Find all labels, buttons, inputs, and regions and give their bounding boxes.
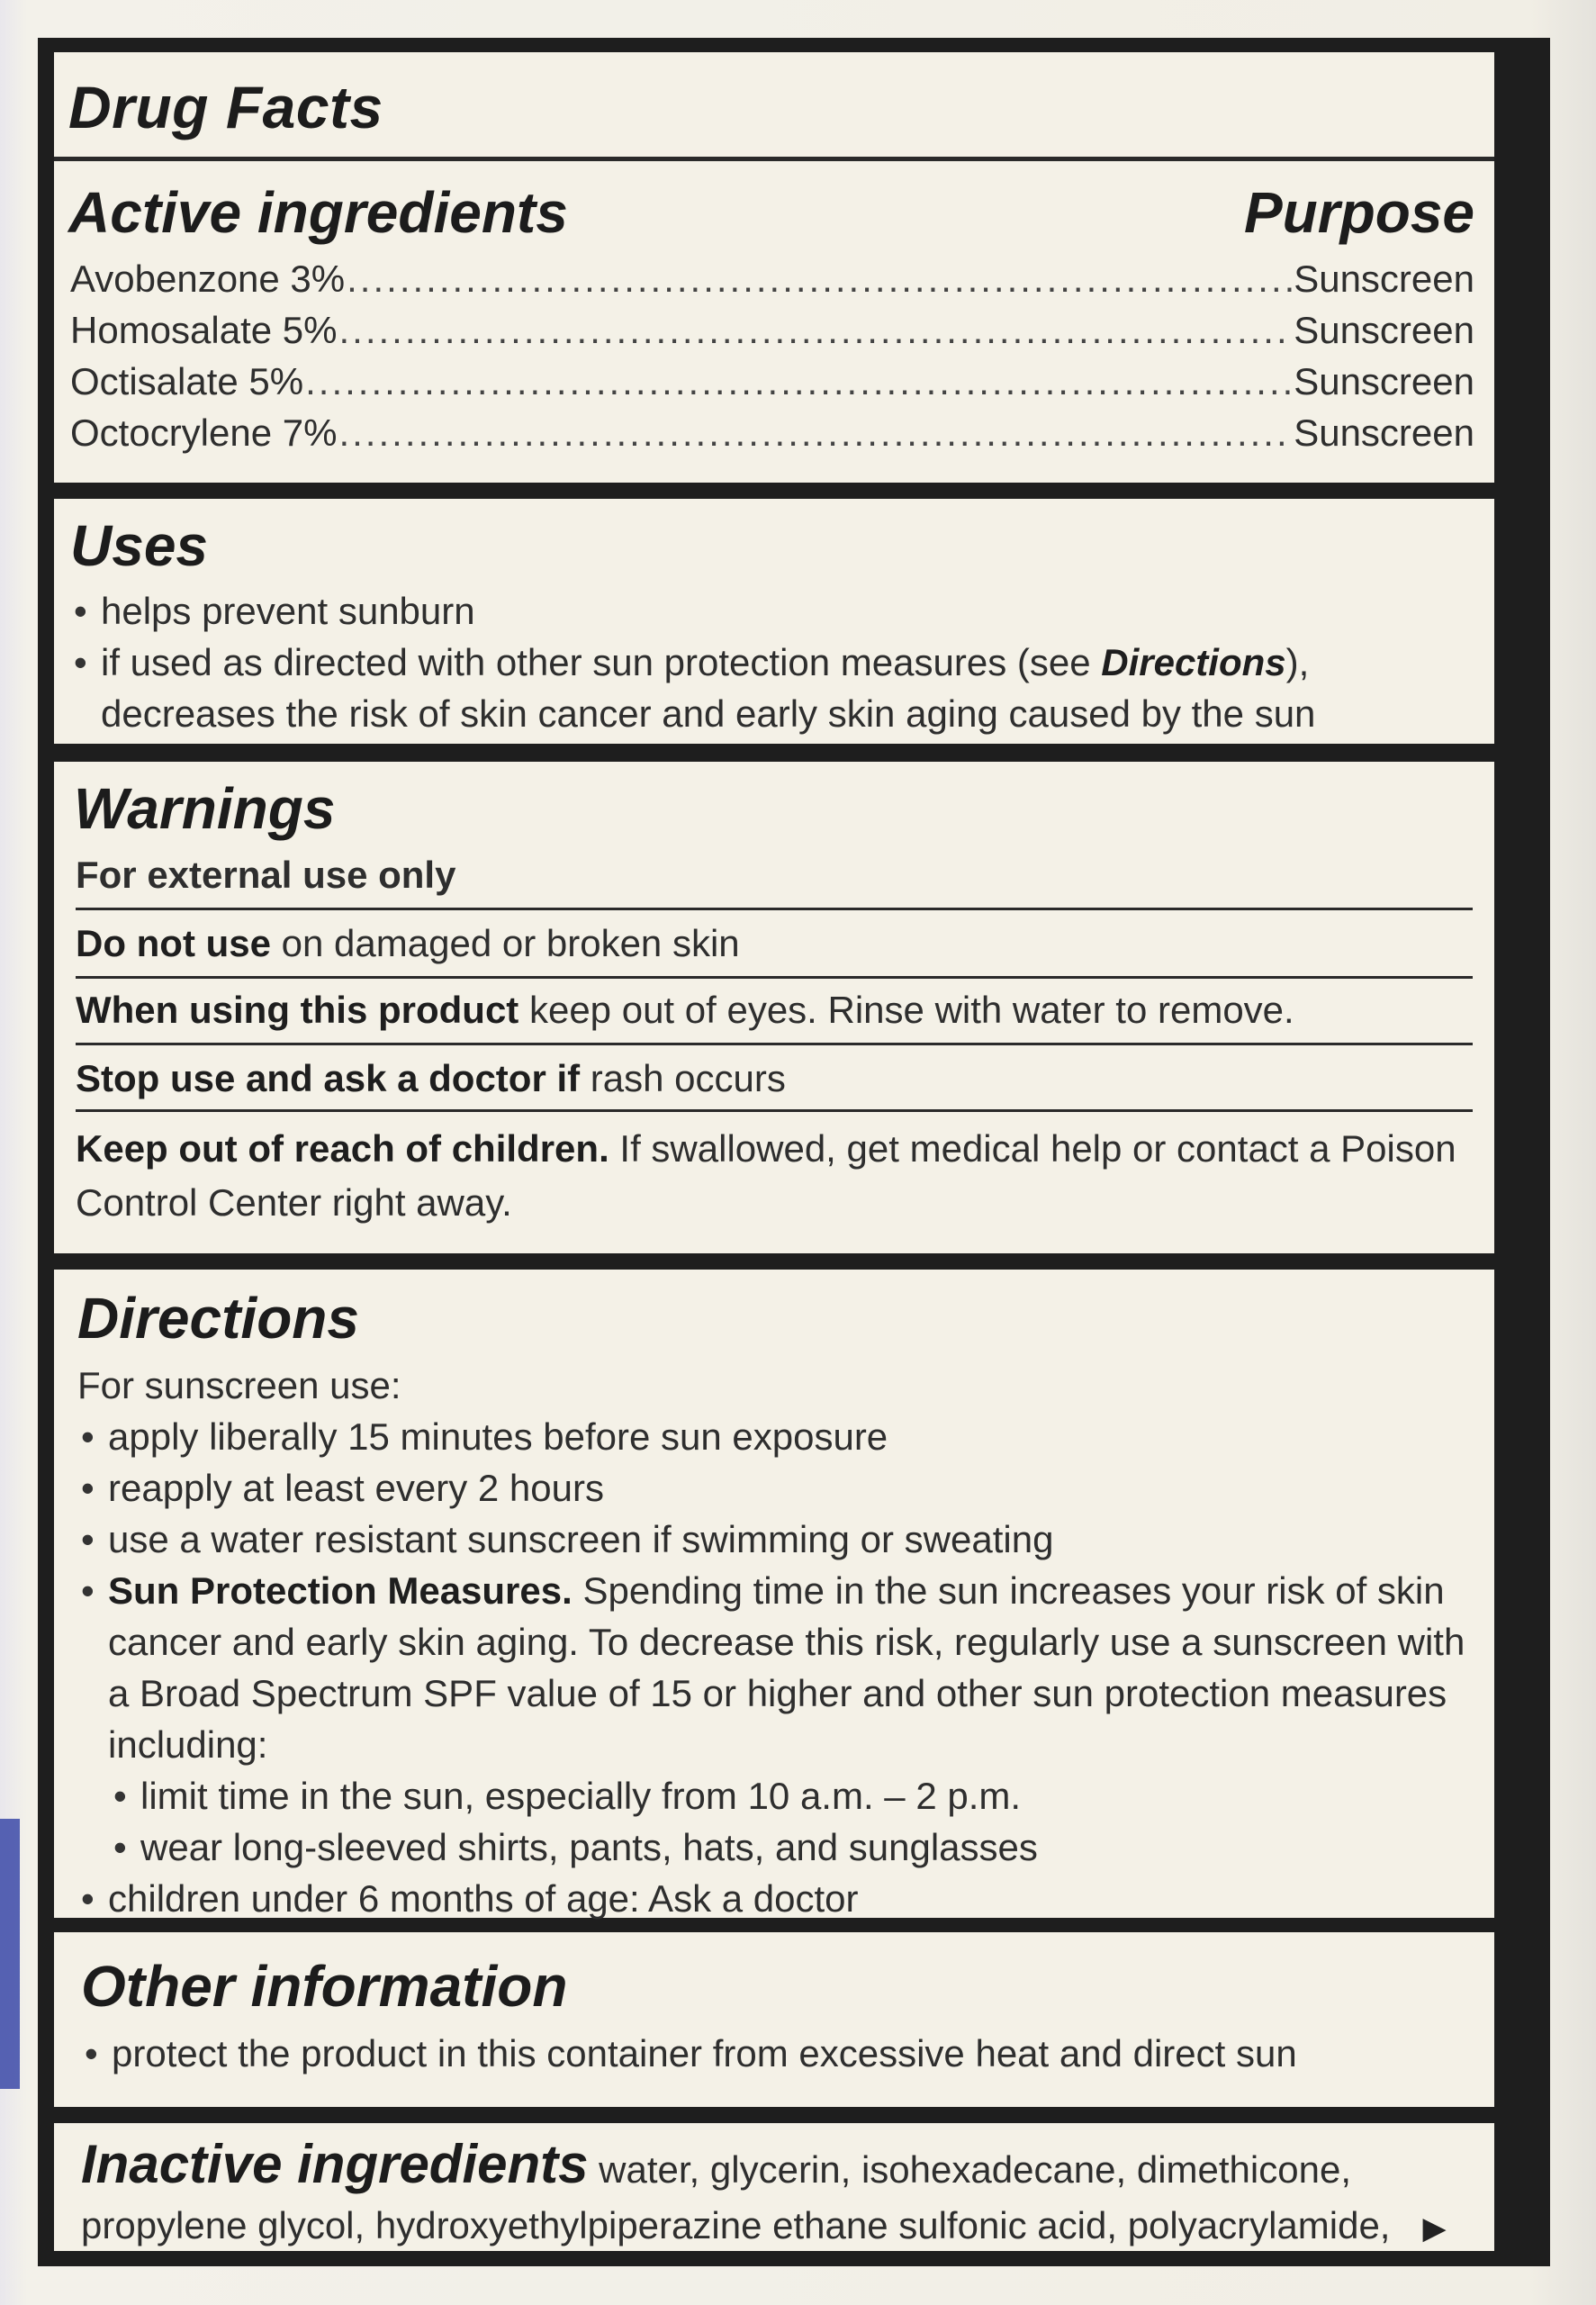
warning-divider	[76, 908, 1473, 910]
directions-box	[54, 1270, 1494, 1918]
uses-item-text: ),	[1285, 641, 1310, 683]
warning-label: Stop use and ask a doctor if	[76, 1057, 581, 1099]
inactive-ingredients-list: water, glycerin, isohexadecane, dimethicone,	[599, 2148, 1351, 2191]
continue-arrow-icon: ▶	[1422, 2211, 1447, 2246]
list-item	[77, 1873, 1473, 1924]
ingredient-name: Octisalate 5%	[70, 360, 304, 402]
other-information-heading: Other information	[81, 1954, 568, 2019]
directions-item-text: Spending time in the sun increases your risk of skin	[572, 1569, 1445, 1612]
warning-text: keep out of eyes. Rinse with water to remove.	[518, 989, 1294, 1031]
directions-heading: Directions	[77, 1286, 359, 1351]
active-ingredients-heading: Active ingredients	[68, 180, 568, 245]
list-item	[77, 1514, 1473, 1565]
warning-label: Keep out of reach of children.	[76, 1127, 609, 1170]
ingredient-row	[70, 309, 1474, 352]
warning-text: If swallowed, get medical help or contact a Poison	[609, 1127, 1456, 1170]
directions-list	[77, 1360, 1473, 1924]
inactive-ingredients-text	[81, 2134, 1467, 2256]
leader-dots	[347, 258, 1292, 301]
ingredient-row	[70, 258, 1474, 301]
ingredient-row	[70, 360, 1474, 403]
warning-divider	[76, 1109, 1473, 1112]
external-use-warning: For external use only	[76, 854, 456, 896]
list-item	[70, 637, 1476, 688]
directions-item-text: children under 6 months of age: Ask a doctor	[108, 1877, 859, 1920]
uses-heading: Uses	[70, 513, 208, 578]
directions-subitem-text: limit time in the sun, especially from 10 a.m. – 2 p.m.	[140, 1775, 1022, 1817]
warning-text: rash occurs	[580, 1057, 786, 1099]
warning-text: Control Center right away.	[76, 1181, 512, 1224]
warnings-box	[54, 762, 1494, 1253]
leader-dots	[305, 360, 1292, 403]
other-information-box	[54, 1932, 1494, 2107]
list-item-continuation: decreases the risk of skin cancer and early skin aging caused by the sun	[101, 692, 1316, 735]
inactive-ingredients-heading: Inactive ingredients	[81, 2134, 589, 2194]
when-using-warning	[76, 989, 1473, 1032]
warning-label: When using this product	[76, 989, 519, 1031]
list-item	[77, 1411, 1473, 1462]
ingredient-name: Avobenzone 3%	[70, 258, 346, 300]
drug-facts-panel	[38, 38, 1550, 2266]
directions-item-text: apply liberally 15 minutes before sun exposure	[108, 1415, 888, 1458]
list-item	[77, 1462, 1473, 1514]
sub-list-item	[77, 1821, 1473, 1873]
warning-text: on damaged or broken skin	[271, 922, 740, 964]
leader-dots	[338, 309, 1292, 352]
list-item	[70, 585, 1476, 637]
ingredient-purpose: Sunscreen	[1294, 360, 1474, 402]
uses-item-text: helps prevent sunburn	[101, 590, 475, 632]
directions-reference: Directions	[1101, 641, 1286, 683]
sub-list-item	[77, 1770, 1473, 1821]
list-item-continuation: cancer and early skin aging. To decrease this risk, regularly use a sunscreen with	[108, 1621, 1465, 1663]
inactive-ingredients-box	[54, 2123, 1494, 2251]
other-information-list	[81, 2028, 1473, 2079]
ingredient-purpose: Sunscreen	[1294, 309, 1474, 351]
ingredient-name: Octocrylene 7%	[70, 411, 338, 454]
purpose-heading: Purpose	[1243, 180, 1474, 245]
list-item	[77, 1565, 1473, 1616]
uses-item-text: if used as directed with other sun protection measures (see	[101, 641, 1102, 683]
inactive-ingredients-list: propylene glycol, hydroxyethylpiperazine ethane sulfonic acid, polyacrylamide,	[81, 2204, 1391, 2246]
carton-blue-edge	[0, 1819, 20, 2089]
drug-facts-title: Drug Facts	[68, 74, 383, 140]
do-not-use-warning	[76, 922, 1473, 965]
directions-subitem-text: wear long-sleeved shirts, pants, hats, and sunglasses	[140, 1826, 1038, 1868]
directions-item-text: reapply at least every 2 hours	[108, 1467, 604, 1509]
sun-protection-label: Sun Protection Measures.	[108, 1569, 573, 1612]
warning-divider	[76, 976, 1473, 979]
ingredient-purpose: Sunscreen	[1294, 411, 1474, 454]
list-item-continuation: a Broad Spectrum SPF value of 15 or higher and other sun protection measures	[108, 1672, 1447, 1714]
ingredient-purpose: Sunscreen	[1294, 258, 1474, 300]
ingredient-row	[70, 411, 1474, 455]
list-item	[81, 2028, 1473, 2079]
warnings-heading: Warnings	[74, 776, 336, 841]
warning-divider	[76, 1043, 1473, 1045]
uses-list	[70, 585, 1476, 739]
ingredient-name: Homosalate 5%	[70, 309, 338, 351]
stop-use-warning	[76, 1057, 1473, 1100]
leader-dots	[338, 411, 1292, 455]
directions-item-text: use a water resistant sunscreen if swimming or sweating	[108, 1518, 1054, 1560]
directions-intro: For sunscreen use:	[77, 1364, 401, 1406]
uses-box	[54, 499, 1494, 744]
active-ingredients-box	[54, 52, 1494, 483]
warning-label: Do not use	[76, 922, 271, 964]
keep-out-of-reach-warning	[76, 1122, 1473, 1230]
other-item-text: protect the product in this container from excessive heat and direct sun	[112, 2032, 1297, 2074]
list-item-continuation: including:	[108, 1723, 268, 1766]
title-divider	[54, 157, 1494, 161]
